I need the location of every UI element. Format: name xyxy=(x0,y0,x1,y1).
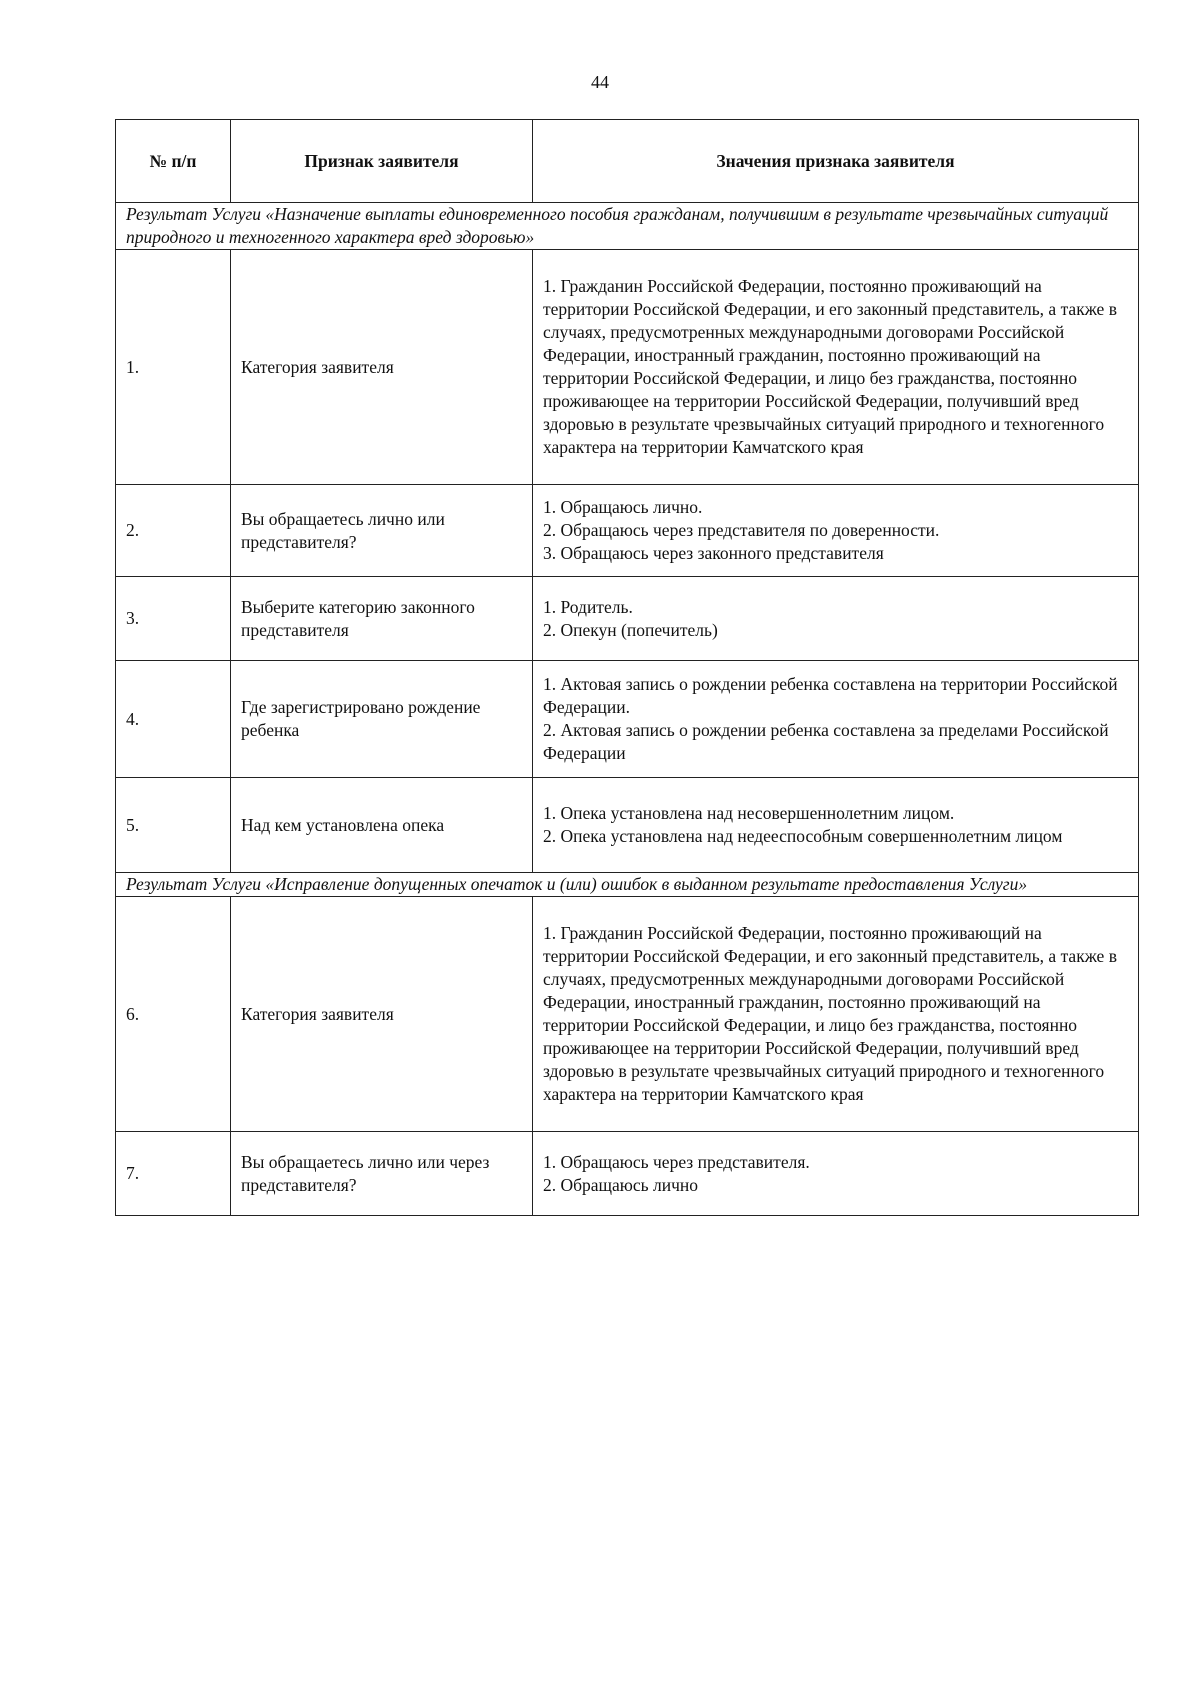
row-attribute: Категория заявителя xyxy=(231,250,533,485)
table-header-row xyxy=(116,120,1139,203)
row-number: 4. xyxy=(116,661,231,778)
row-attribute: Над кем установлена опека xyxy=(231,778,533,873)
section-row xyxy=(116,203,1139,250)
row-number: 1. xyxy=(116,250,231,485)
table-row xyxy=(116,1132,1139,1216)
row-values: 1. Актовая запись о рождении ребенка составлена на территории Российской Федерации. 2. Актовая запись о рождении ребенка составлена за пределами Российской Федерации xyxy=(533,661,1139,778)
row-values: 1. Родитель. 2. Опекун (попечитель) xyxy=(533,577,1139,661)
row-attribute: Где зарегистрировано рождение ребенка xyxy=(231,661,533,778)
row-values: 1. Обращаюсь через представителя. 2. Обращаюсь лично xyxy=(533,1132,1139,1216)
section-row xyxy=(116,873,1139,897)
row-attribute: Категория заявителя xyxy=(231,897,533,1132)
table-row xyxy=(116,250,1139,485)
row-number: 6. xyxy=(116,897,231,1132)
row-attribute: Вы обращаетесь лично или представителя? xyxy=(231,485,533,577)
row-attribute: Вы обращаетесь лично или через представителя? xyxy=(231,1132,533,1216)
row-number: 7. xyxy=(116,1132,231,1216)
section-title: Результат Услуги «Исправление допущенных опечаток и (или) ошибок в выданном результате предоставления Услуги» xyxy=(116,873,1139,897)
row-values: 1. Обращаюсь лично. 2. Обращаюсь через представителя по доверенности. 3. Обращаюсь через законного представителя xyxy=(533,485,1139,577)
page-number: 44 xyxy=(591,72,609,92)
table-row xyxy=(116,661,1139,778)
row-number: 3. xyxy=(116,577,231,661)
row-values: 1. Гражданин Российской Федерации, постоянно проживающий на территории Российской Федерации, и его законный представитель, а также в случаях, предусмотренных международными договорами Российской Федерации, иностранный гражданин, постоянно проживающий на территории Российской Федерации, и лицо без гражданства, постоянно проживающее на территории Российской Федерации, получивший вред здоровью в результате чрезвычайных ситуаций природного и техногенного характера на территории Камчатского края xyxy=(533,897,1139,1132)
row-values: 1. Гражданин Российской Федерации, постоянно проживающий на территории Российской Федерации, и его законный представитель, а также в случаях, предусмотренных международными договорами Российской Федерации, иностранный гражданин, постоянно проживающий на территории Российской Федерации, и лицо без гражданства, постоянно проживающее на территории Российской Федерации, получивший вред здоровью в результате чрезвычайных ситуаций природного и техногенного характера на территории Камчатского края xyxy=(533,250,1139,485)
applicant-attributes-table xyxy=(115,119,1139,1216)
row-values: 1. Опека установлена над несовершеннолетним лицом. 2. Опека установлена над недееспособным совершеннолетним лицом xyxy=(533,778,1139,873)
header-number: № п/п xyxy=(116,120,231,203)
table-row xyxy=(116,778,1139,873)
row-number: 5. xyxy=(116,778,231,873)
row-number: 2. xyxy=(116,485,231,577)
header-values: Значения признака заявителя xyxy=(533,120,1139,203)
row-attribute: Выберите категорию законного представителя xyxy=(231,577,533,661)
table-row xyxy=(116,485,1139,577)
section-title: Результат Услуги «Назначение выплаты единовременного пособия гражданам, получившим в результате чрезвычайных ситуаций природного и техногенного характера вред здоровью» xyxy=(116,203,1139,250)
table-row xyxy=(116,897,1139,1132)
header-attribute: Признак заявителя xyxy=(231,120,533,203)
table-row xyxy=(116,577,1139,661)
